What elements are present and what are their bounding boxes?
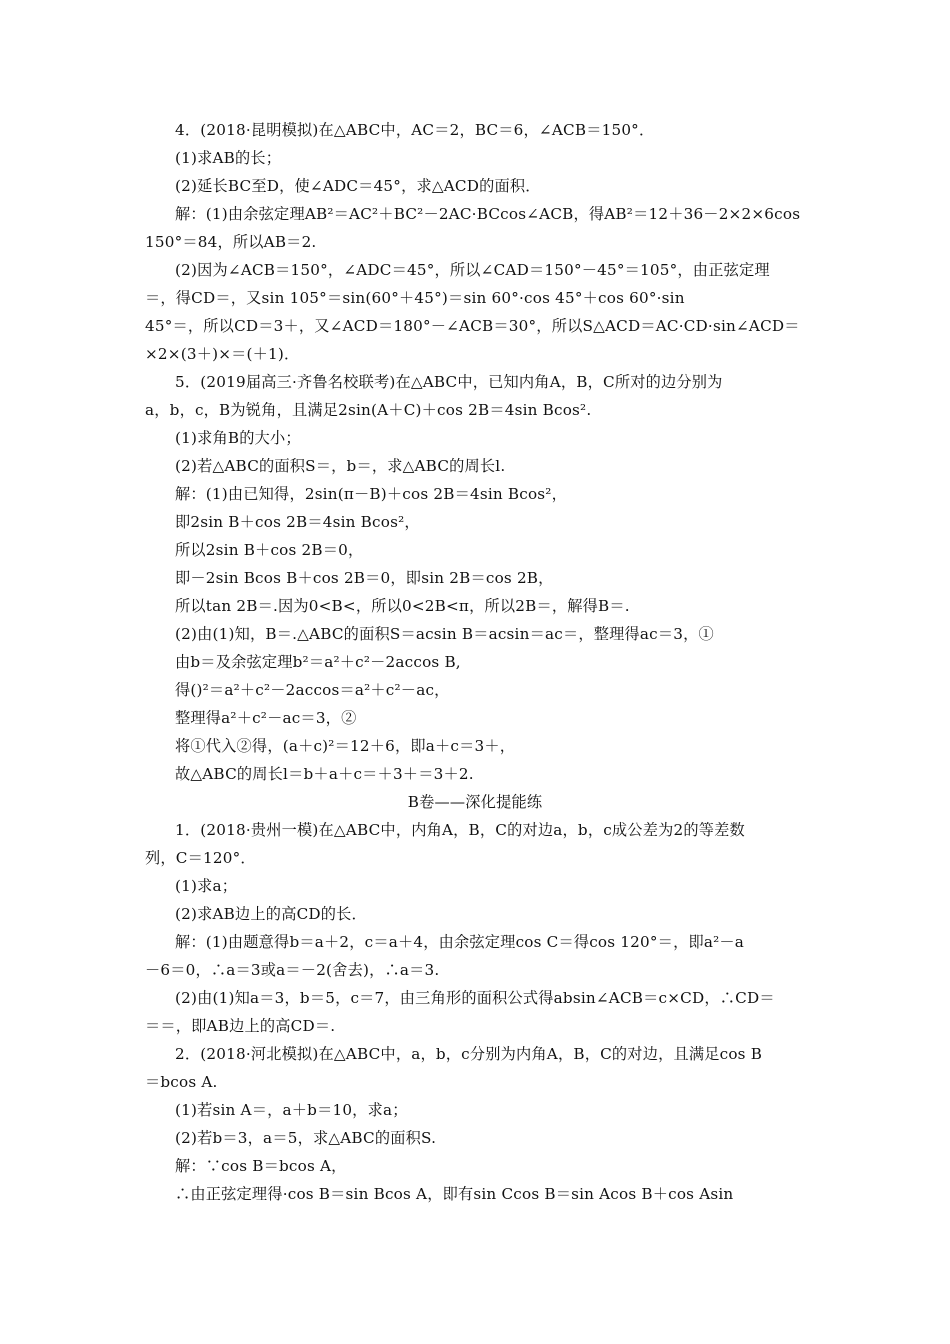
solution-5-line: 由b＝及余弦定理b²＝a²＋c²－2accos B, [175,653,461,671]
problem-5-part-1: (1)求角B的大小； [175,429,301,447]
solution-4-line: 150°＝84，所以AB＝2. [145,233,317,251]
section-heading: B卷——深化提能练 [407,793,543,811]
solution-4-line: (2)因为∠ACB＝150°，∠ADC＝45°，所以∠CAD＝150°－45°＝105°，由正弦定理 [175,261,770,279]
problem-5-stem: a，b，c，B为锐角，且满足2sin(A＋C)＋cos 2B＝4sin Bcos². [145,401,592,419]
problem-4-stem: 4．(2018·昆明模拟)在△ABC中，AC＝2，BC＝6，∠ACB＝150°． [175,121,655,139]
solution-5-line: 即2sin B＋cos 2B＝4sin Bcos²， [175,513,420,531]
problem-b1-stem: 列，C＝120°． [145,849,256,867]
problem-b2-stem: 2．(2018·河北模拟)在△ABC中，a，b，c分别为内角A，B，C的对边，且满足cos B [175,1045,763,1063]
problem-4-part-1: (1)求AB的长； [175,149,282,167]
solution-5-line: 故△ABC的周长l＝b＋a＋c＝＋3＋＝3＋2. [175,765,474,783]
problem-b2-stem: ＝bcos A. [145,1073,218,1091]
solution-5-line: 所以2sin B＋cos 2B＝0， [175,541,364,559]
solution-5-line: 得()²＝a²＋c²－2accos＝a²＋c²－ac， [175,681,450,699]
solution-b1-line: －6＝0，∴a＝3或a＝－2(舍去)，∴a＝3. [145,961,440,979]
solution-5-line: 整理得a²＋c²－ac＝3，② [175,709,357,727]
problem-5-part-2: (2)若△ABC的面积S＝，b＝，求△ABC的周长l. [175,457,506,475]
problem-b2-part-1: (1)若sin A＝，a＋b＝10，求a； [175,1101,408,1119]
solution-b2-line: 解：∵cos B＝bcos A， [175,1157,347,1175]
solution-5-line: 所以tan 2B＝.因为0<B<，所以0<2B<π，所以2B＝，解得B＝. [175,597,630,615]
solution-4-line: 解：(1)由余弦定理AB²＝AC²＋BC²－2AC·BCcos∠ACB，得AB²＝12＋36－2×2×6cos [175,205,801,223]
solution-5-line: 将①代入②得，(a＋c)²＝12＋6，即a＋c＝3＋， [175,737,516,755]
solution-4-line: 45°＝，所以CD＝3＋，又∠ACD＝180°－∠ACB＝30°，所以S△ACD＝AC·CD·sin∠ACD＝ [145,317,800,335]
problem-b2-part-2: (2)若b＝3，a＝5，求△ABC的面积S. [175,1129,437,1147]
problem-b1-stem: 1．(2018·贵州一模)在△ABC中，内角A，B，C的对边a，b，c成公差为2的等差数 [175,821,745,839]
problem-b1-part-1: (1)求a； [175,877,238,895]
solution-5-line: 解：(1)由已知得，2sin(π－B)＋cos 2B＝4sin Bcos²， [175,485,567,503]
problem-4-part-2: (2)延长BC至D，使∠ADC＝45°，求△ACD的面积． [175,177,541,195]
solution-5-line: 即－2sin Bcos B＋cos 2B＝0，即sin 2B＝cos 2B， [175,569,554,587]
solution-b1-line: (2)由(1)知a＝3，b＝5，c＝7，由三角形的面积公式得absin∠ACB＝c×CD，∴CD＝ [175,989,775,1007]
solution-b2-line: ∴由正弦定理得·cos B＝sin Bcos A，即有sin Ccos B＝sin Acos B＋cos Asin [175,1185,734,1203]
solution-b1-line: 解：(1)由题意得b＝a＋2，c＝a＋4，由余弦定理cos C＝得cos 120°＝，即a²－a [175,933,745,951]
problem-5-stem: 5．(2019届高三·齐鲁名校联考)在△ABC中，已知内角A，B，C所对的边分别为 [175,373,723,391]
solution-b1-line: ＝＝，即AB边上的高CD＝. [145,1017,336,1035]
problem-b1-part-2: (2)求AB边上的高CD的长． [175,905,367,923]
solution-4-line: ×2×(3＋)×＝(＋1)． [145,345,300,363]
solution-4-line: ＝，得CD＝，又sin 105°＝sin(60°＋45°)＝sin 60°·cos 45°＋cos 60°·sin [145,289,685,307]
solution-5-line: (2)由(1)知，B＝.△ABC的面积S＝acsin B＝acsin＝ac＝，整理得ac＝3，① [175,625,714,643]
